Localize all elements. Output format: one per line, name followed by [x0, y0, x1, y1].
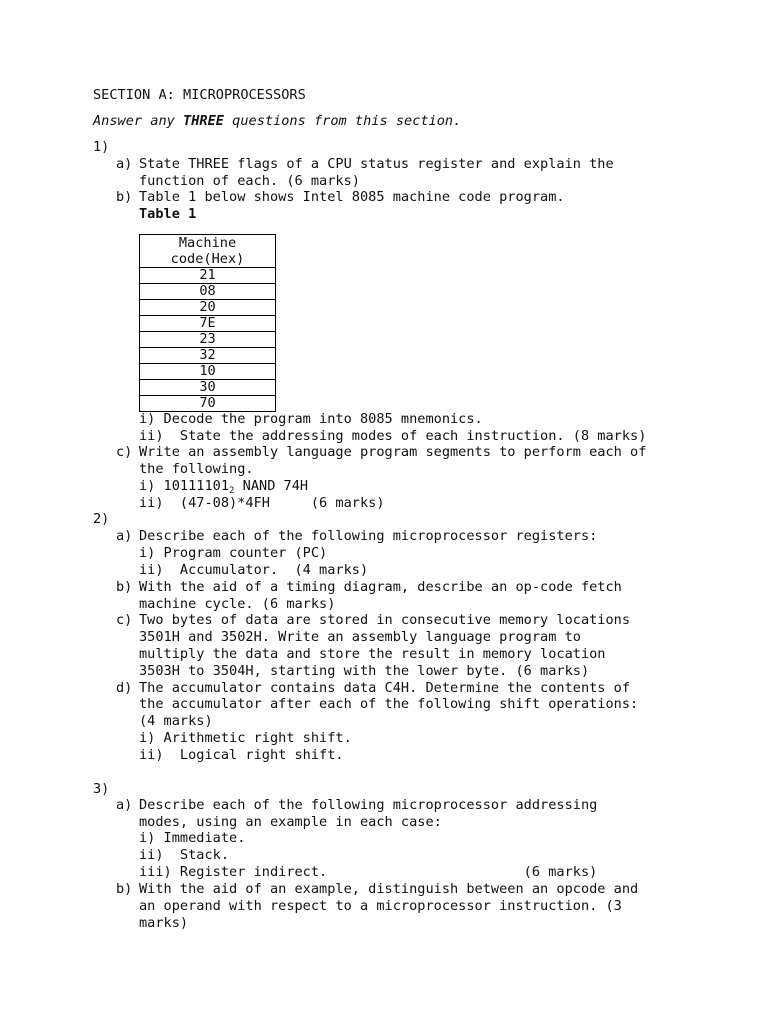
- q2-d-label: d): [116, 680, 133, 696]
- q1-b-label: b): [116, 189, 133, 205]
- code-cell: 21: [140, 268, 276, 284]
- q2-d-i: i) Arithmetic right shift.: [139, 730, 352, 746]
- q3-b-label: b): [116, 881, 133, 897]
- table-row: [140, 364, 276, 380]
- table-header-row: [140, 235, 276, 268]
- q2-a-label: a): [116, 528, 133, 544]
- question-3-number: 3): [93, 781, 110, 797]
- table-header-line1: Machine: [178, 235, 237, 251]
- q1-c-ii: ii) (47-08)*4FH (6 marks): [139, 495, 385, 511]
- q2-c-line1: Two bytes of data are stored in consecutive memory locations: [139, 612, 631, 628]
- table-header-cell: [140, 235, 276, 268]
- q2-c-line2: 3501H and 3502H. Write an assembly language program to: [139, 629, 581, 645]
- instruction-suffix: questions from this section.: [223, 113, 462, 129]
- q1-c-line1: Write an assembly language program segments to perform each of: [139, 444, 647, 460]
- code-cell: 30: [140, 380, 276, 396]
- q3-a-line2: modes, using an example in each case:: [139, 814, 442, 830]
- table-row: [140, 380, 276, 396]
- table-row: [140, 316, 276, 332]
- q2-d-ii: ii) Logical right shift.: [139, 747, 344, 763]
- table-row: [140, 284, 276, 300]
- q1-c-i-prefix: i) 10111101: [139, 478, 230, 494]
- q3-a-line1: Describe each of the following microprocessor addressing: [139, 797, 598, 813]
- q3-b-line1: With the aid of an example, distinguish between an opcode and: [139, 881, 639, 897]
- q1-c-label: c): [116, 444, 133, 460]
- q2-a-line1: Describe each of the following microprocessor registers:: [139, 528, 598, 544]
- code-cell: 08: [140, 284, 276, 300]
- q3-a-i: i) Immediate.: [139, 830, 246, 846]
- q3-a-label: a): [116, 797, 133, 813]
- q3-a-iii: iii) Register indirect. (6 marks): [139, 864, 598, 880]
- instruction-text: [93, 113, 461, 130]
- code-cell: 20: [140, 300, 276, 316]
- q1-b-i: i) Decode the program into 8085 mnemonics.: [139, 411, 483, 427]
- q2-a-ii: ii) Accumulator. (4 marks): [139, 562, 369, 578]
- table-title: Table 1: [139, 206, 197, 222]
- q1-a-label: a): [116, 156, 133, 172]
- q3-a-ii: ii) Stack.: [139, 847, 230, 863]
- q1-c-i-suffix: NAND 74H: [234, 478, 309, 494]
- instruction-emphasis: THREE: [183, 113, 224, 129]
- code-cell: 32: [140, 348, 276, 364]
- q2-b-label: b): [116, 579, 133, 595]
- table-row: [140, 268, 276, 284]
- q2-d-line3: (4 marks): [139, 713, 213, 729]
- q1-c-i: [139, 478, 308, 495]
- table-row: [140, 396, 276, 412]
- q3-b-line2: an operand with respect to a microprocessor instruction. (3: [139, 898, 622, 914]
- table-row: [140, 348, 276, 364]
- q2-b-line1: With the aid of a timing diagram, describe an op-code fetch: [139, 579, 622, 595]
- q1-a-line2: function of each. (6 marks): [139, 173, 360, 189]
- q2-d-line2: the accumulator after each of the following shift operations:: [139, 696, 639, 712]
- question-2-number: 2): [93, 511, 110, 527]
- q3-b-line3: marks): [139, 915, 189, 931]
- q2-c-label: c): [116, 612, 133, 628]
- binary-subscript: 2: [229, 486, 235, 496]
- table-row: [140, 332, 276, 348]
- q1-b-line1: Table 1 below shows Intel 8085 machine code program.: [139, 189, 565, 205]
- code-cell: 23: [140, 332, 276, 348]
- question-1-number: 1): [93, 139, 110, 155]
- code-cell: 70: [140, 396, 276, 412]
- q2-a-i: i) Program counter (PC): [139, 545, 328, 561]
- table-header-line2: code(Hex): [170, 251, 245, 267]
- code-cell: 10: [140, 364, 276, 380]
- section-title: SECTION A: MICROPROCESSORS: [93, 87, 306, 103]
- q1-c-line2: the following.: [139, 461, 254, 477]
- q2-c-line4: 3503H to 3504H, starting with the lower byte. (6 marks): [139, 663, 590, 679]
- code-cell: 7E: [140, 316, 276, 332]
- q1-b-ii: ii) State the addressing modes of each instruction. (8 marks): [139, 428, 647, 444]
- instruction-prefix: Answer any: [93, 113, 184, 129]
- table-row: [140, 300, 276, 316]
- q2-c-line3: multiply the data and store the result in memory location: [139, 646, 606, 662]
- q2-b-line2: machine cycle. (6 marks): [139, 596, 336, 612]
- q1-a-line1: State THREE flags of a CPU status register and explain the: [139, 156, 614, 172]
- machine-code-table: [139, 234, 276, 412]
- q2-d-line1: The accumulator contains data C4H. Determine the contents of: [139, 680, 631, 696]
